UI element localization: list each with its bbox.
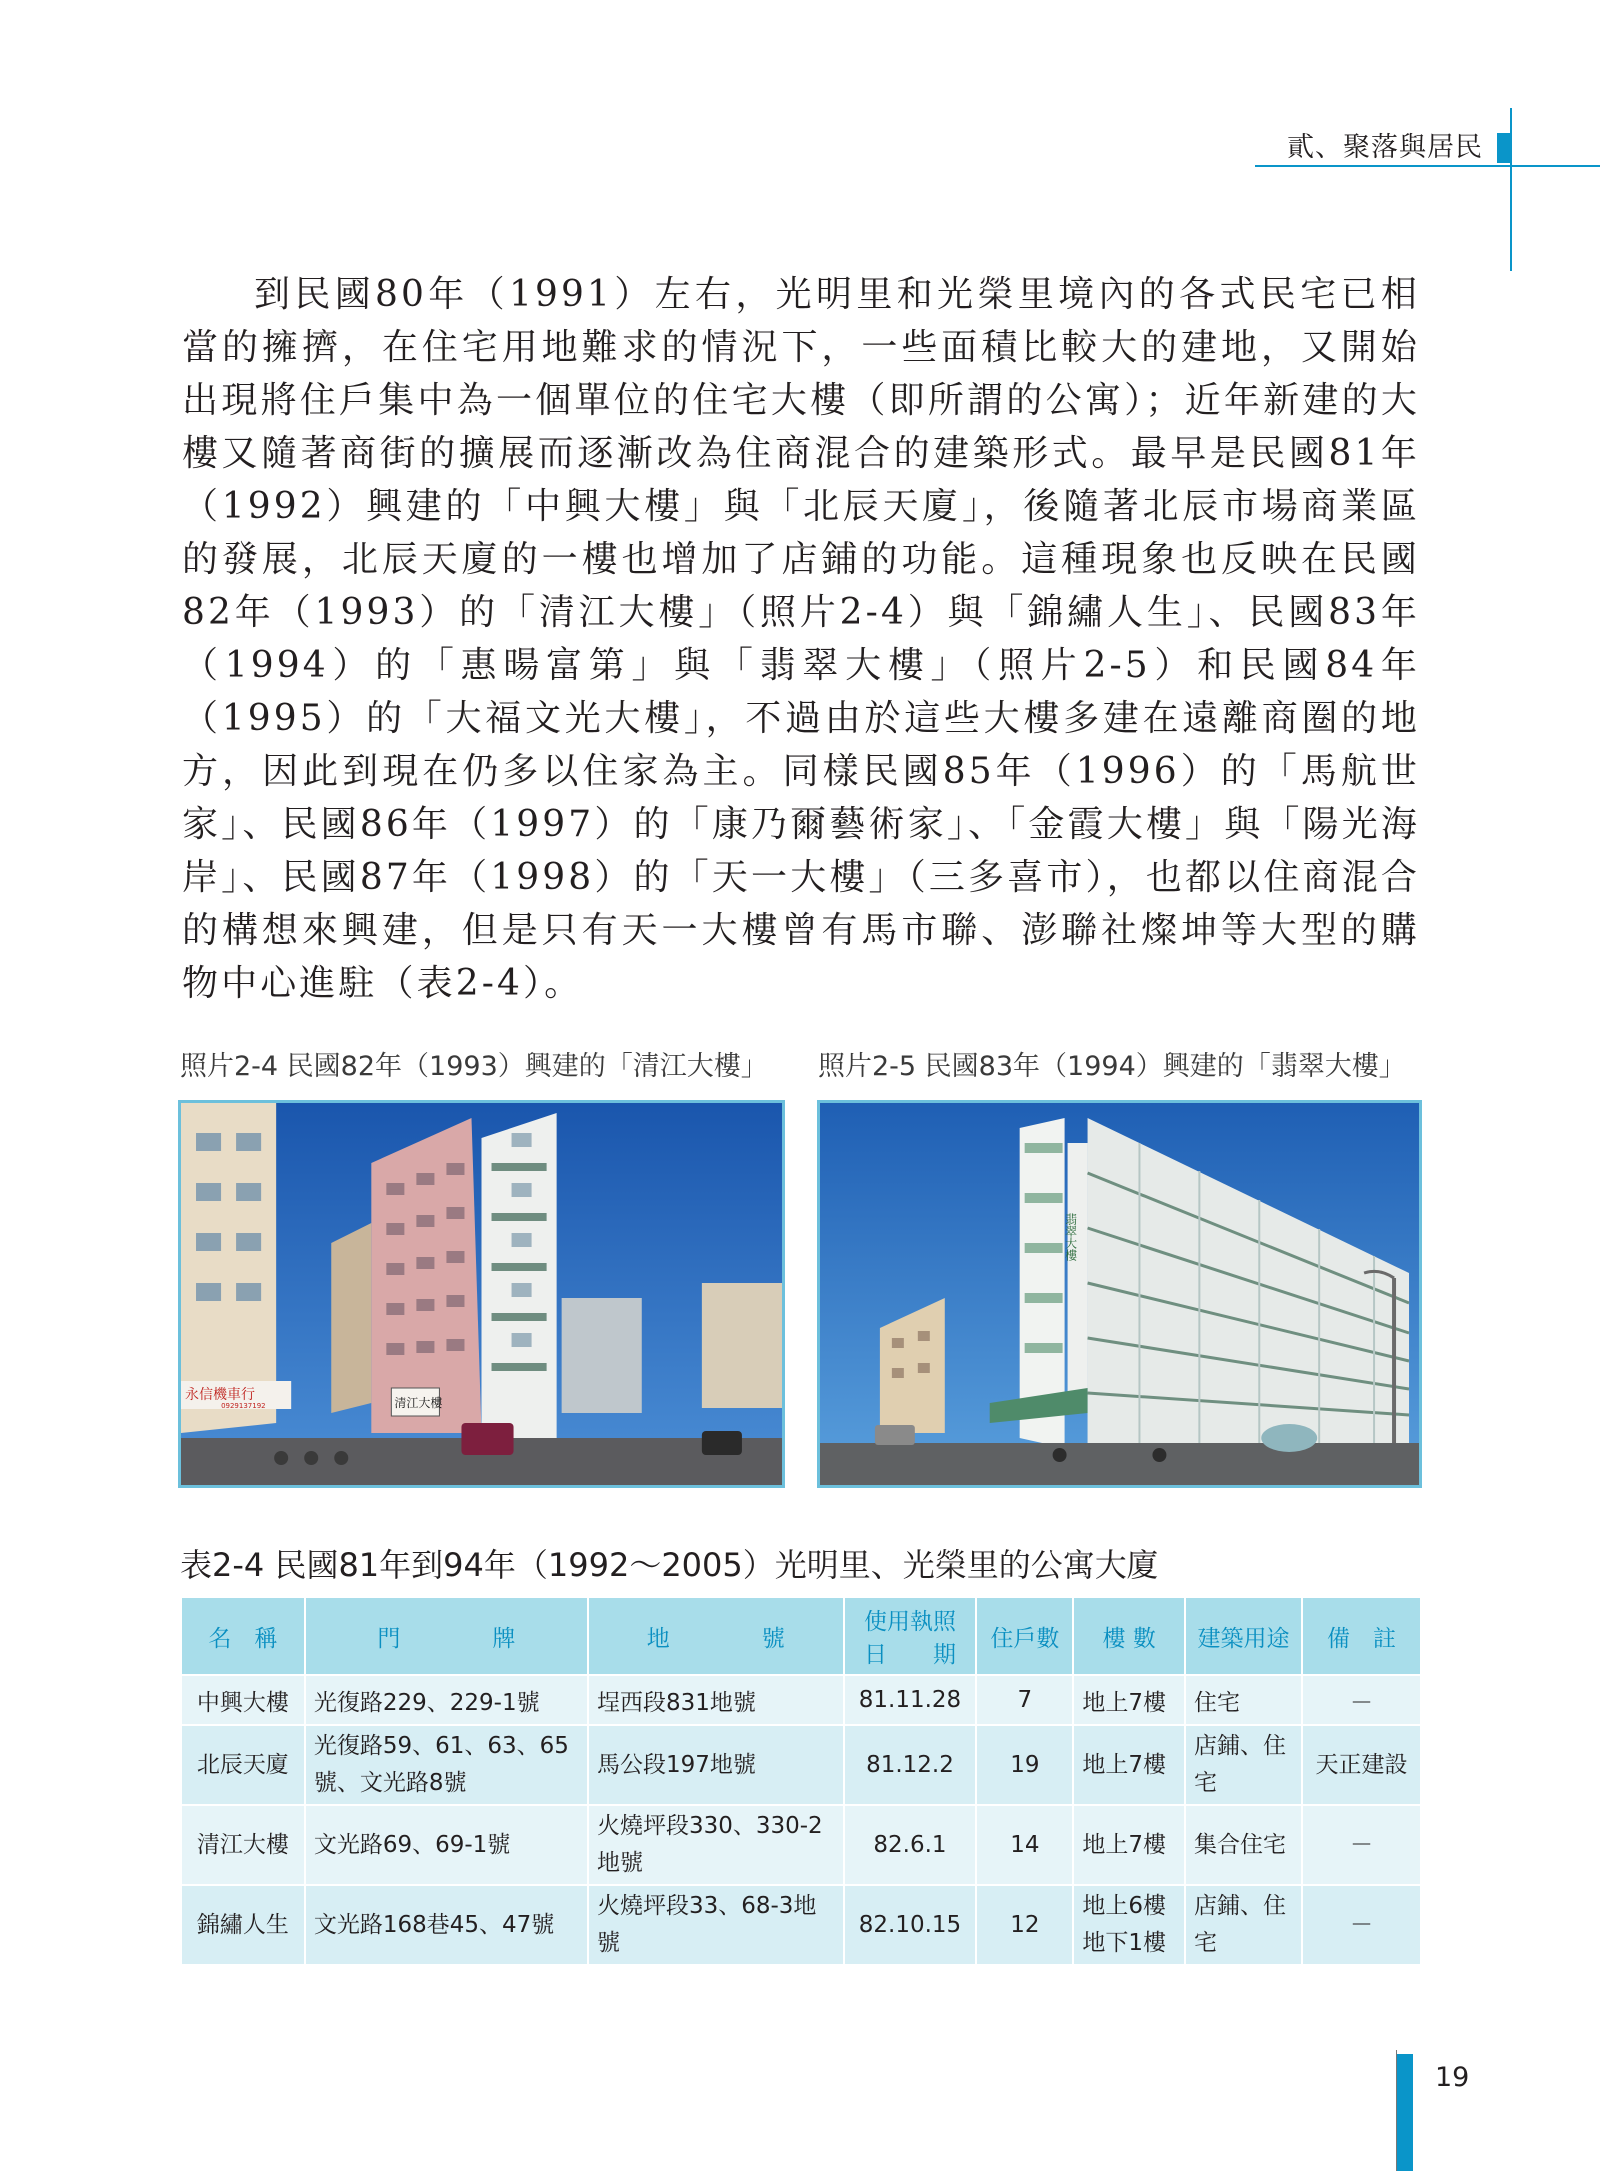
cell-address: 光復路59、61、63、65號、文光路8號 (305, 1725, 588, 1805)
table-header-row (181, 1597, 1421, 1675)
cell-date: 81.12.2 (844, 1725, 977, 1805)
photo-feicui-building (817, 1100, 1422, 1488)
cell-name: 北辰天廈 (181, 1725, 305, 1805)
body-text: 到民國80年（1991）左右，光明里和光榮里境內的各式民宅已相當的擁擠，在住宅用地難求的情況下，一些面積比較大的建地，又開始出現將住戶集中為一個單位的住宅大樓（即所謂的公寓）；近年新建的大樓又隨著商街的擴展而逐漸改為住商混合的建築形式。最早是民國81年（1992）興建的「中興大樓」與「北辰天廈」，後隨著北辰市場商業區的發展，北辰天廈的一樓也增加了店鋪的功能。這種現象也反映在民國82年（1993）的「清江大樓」（照片2-4）與「錦繡人生」、民國83年（1994）的「惠暘富第」與「翡翠大樓」（照片2-5）和民國84年（1995）的「大福文光大樓」，不過由於這些大樓多建在遠離商圈的地方，因此到現在仍多以住家為主。同樣民國85年（1996）的「馬航世家」、民國86年（1997）的「康乃爾藝術家」、「金霞大樓」與「陽光海岸」、民國87年（1998）的「天一大樓」（三多喜市），也都以住商混合的構想來興建，但是只有天一大樓曾有馬市聯、澎聯社燦坤等大型的購物中心進駐（表2-4）。 (182, 274, 1420, 1004)
apartment-table (180, 1596, 1422, 1966)
table-row (181, 1725, 1421, 1805)
page-number: 19 (1435, 2062, 1470, 2093)
header-note: 備 註 (1302, 1597, 1421, 1675)
cell-address: 光復路229、229-1號 (305, 1675, 588, 1725)
page-number-bar (1397, 2054, 1413, 2171)
photo-qingjiang-building (178, 1100, 785, 1488)
cell-lot: 火燒坪段330、330-2地號 (588, 1805, 844, 1885)
cell-floors: 地上7樓 (1073, 1805, 1185, 1885)
chapter-header: 貳、聚落與居民 (1287, 132, 1483, 163)
table-row (181, 1675, 1421, 1725)
body-paragraph (182, 268, 1420, 1010)
cell-use: 店鋪、住宅 (1185, 1725, 1302, 1805)
cell-use: 店鋪、住宅 (1185, 1885, 1302, 1965)
table-title: 表2-4 民國81年到94年（1992～2005）光明里、光榮里的公寓大廈 (180, 1546, 1159, 1584)
photo-feicui-image (820, 1103, 1419, 1485)
shop-sign-phone: 0929137192 (221, 1402, 266, 1410)
header-address: 門 牌 (305, 1597, 588, 1675)
cell-households: 19 (976, 1725, 1073, 1805)
header-license-date (844, 1597, 977, 1675)
cell-date: 82.6.1 (844, 1805, 977, 1885)
header-lot: 地 號 (588, 1597, 844, 1675)
header-marker (1497, 133, 1510, 163)
cell-date: 82.10.15 (844, 1885, 977, 1965)
shop-sign-text: 永信機車行 (185, 1387, 256, 1403)
table-row (181, 1805, 1421, 1885)
header-floors: 樓 數 (1073, 1597, 1185, 1675)
cell-note: 天正建設 (1302, 1725, 1421, 1805)
cell-note: － (1302, 1805, 1421, 1885)
cell-lot: 火燒坪段33、68-3地號 (588, 1885, 844, 1965)
header-name: 名 稱 (181, 1597, 305, 1675)
cell-households: 7 (976, 1675, 1073, 1725)
cell-lot: 馬公段197地號 (588, 1725, 844, 1805)
header-households: 住戶數 (976, 1597, 1073, 1675)
cell-floors: 地上7樓 (1073, 1675, 1185, 1725)
header-license-date-l2: 日 期 (863, 1642, 956, 1668)
cell-households: 14 (976, 1805, 1073, 1885)
cell-address: 文光路69、69-1號 (305, 1805, 588, 1885)
photo-caption-2-4: 照片2-4 民國82年（1993）興建的「清江大樓」 (180, 1051, 768, 1082)
cell-lot: 埕西段831地號 (588, 1675, 844, 1725)
header-license-date-l1: 使用執照 (863, 1609, 956, 1635)
cell-households: 12 (976, 1885, 1073, 1965)
cell-date: 81.11.28 (844, 1675, 977, 1725)
cell-use: 住宅 (1185, 1675, 1302, 1725)
cell-floors: 地上7樓 (1073, 1725, 1185, 1805)
building-sign-text: 清江大樓 (394, 1396, 443, 1410)
cell-floors: 地上6樓 地下1樓 (1073, 1885, 1185, 1965)
header-use: 建築用途 (1185, 1597, 1302, 1675)
cell-note: － (1302, 1885, 1421, 1965)
header-vertical-rule (1510, 108, 1512, 271)
building-vertical-sign: 翡翠大樓 (1063, 1213, 1078, 1262)
cell-note: － (1302, 1675, 1421, 1725)
photo-qingjiang-image (181, 1103, 782, 1485)
cell-name: 錦繡人生 (181, 1885, 305, 1965)
cell-use: 集合住宅 (1185, 1805, 1302, 1885)
table-row (181, 1885, 1421, 1965)
photo-caption-2-5: 照片2-5 民國83年（1994）興建的「翡翠大樓」 (818, 1051, 1406, 1082)
header-rule (1255, 165, 1600, 167)
cell-address: 文光路168巷45、47號 (305, 1885, 588, 1965)
cell-name: 清江大樓 (181, 1805, 305, 1885)
cell-name: 中興大樓 (181, 1675, 305, 1725)
